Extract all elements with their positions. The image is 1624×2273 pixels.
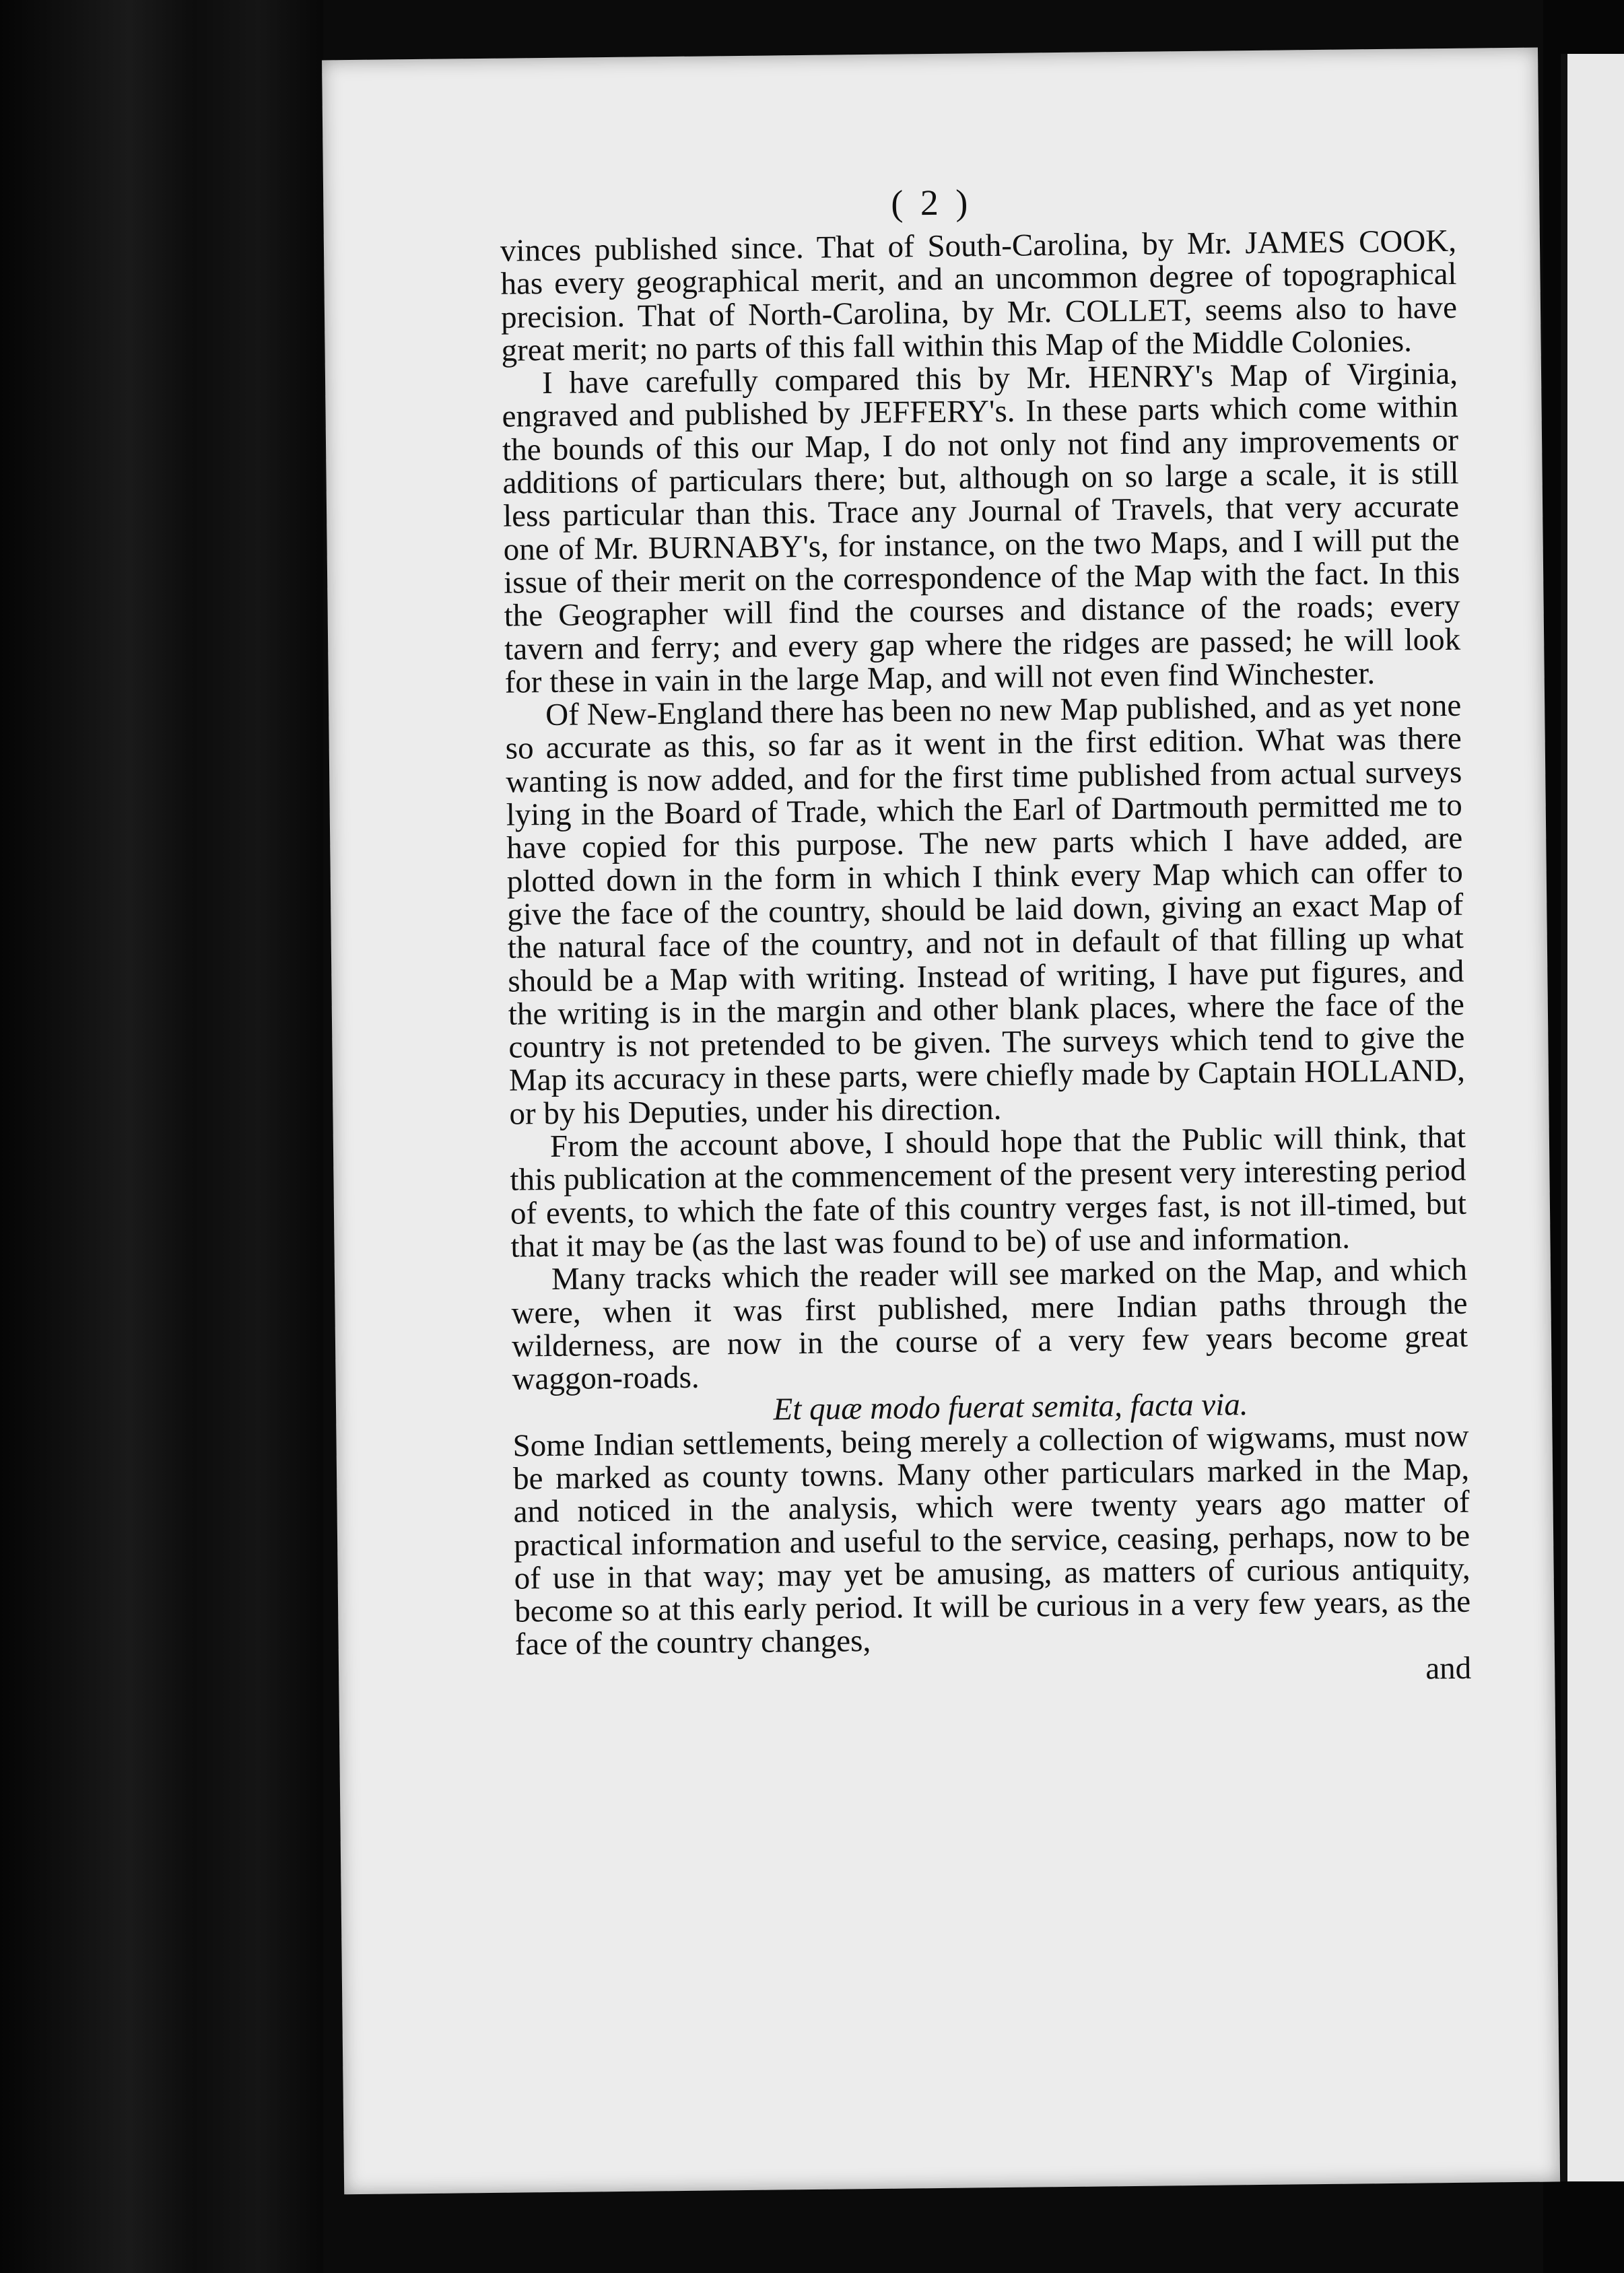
paragraph-2: I have carefully compared this by Mr. HENRY's Map of Virginia, engraved and published by JEFFERY's. In these parts which come within the bounds of this our Map, I do not only not find any improvements or additions of particulars there; but, although on so large a scale, it is still less particular than this. Trace any Journal of Travels, that very accurate one of Mr. BURNABY's, for instance, on the two Maps, and I will put the issue of their merit on the correspondence of the Map with the fact. In this the Geographer will find the courses and distance of the roads; every tavern and ferry; and every gap where the ridges are passed; he will look for these in vain in the large Map, and will not even find Winchester. — [502, 356, 1461, 700]
latin-motto: Et quæ modo fuerat semita, facta via. — [773, 1387, 1248, 1427]
paragraph-5: Many tracks which the reader will see marked on the Map, and which were, when it was first published, mere Indian paths through the wilderness, are now in the course of a very few years become great waggon-roads. — [511, 1252, 1468, 1397]
paragraph-3: Of New-England there has been no new Map published, and as yet none so accurate as this, so far as it went in the first edition. What was there wanting is now added, and for the first time published from actual surveys lying in the Board of Trade, which the Earl of Dartmouth permitted me to have copied for this purpose. The new parts which I have added, are plotted down in the form in which I think every Map which can offer to give the face of the country, should be laid down, giving an exact Map of the natural face of the country, and not in default of that filling up what should be a Map with writing. Instead of writing, I have put figures, and the writing is in the margin and other blank places, where the face of the country is not pretended to be given. The surveys which tend to give the Map its accuracy in these parts, were chiefly made by Captain HOLLAND, or by his Deputies, under his direction. — [505, 687, 1466, 1132]
page-body — [500, 225, 1472, 1695]
book-page — [322, 48, 1560, 2195]
scan-background-left — [0, 0, 323, 2273]
adjacent-page-edge — [1561, 54, 1624, 2181]
catchword: and — [1425, 1650, 1472, 1687]
page-number: ( 2 ) — [891, 182, 972, 224]
paragraph-1: vinces published since. That of South-Carolina, by Mr. JAMES COOK, has every geographical merit, and an uncommon degree of topographical precision. That of North-Carolina, by Mr. COLLET, seems also to have great merit; no parts of this fall within this Map of the Middle Colonies. — [500, 223, 1458, 368]
paragraph-6: Some Indian settlements, being merely a collection of wigwams, must now be marked as county towns. Many other particulars marked in the Map, and noticed in the analysis, which were twenty years ago matter of practical information and useful to the service, ceasing, perhaps, now to be of use in that way; may yet be amusing, as matters of curious antiquity, become so at this early period. It will be curious in a very few years, as the face of the country changes, — [512, 1418, 1471, 1663]
paragraph-4: From the account above, I should hope that the Public will think, that this publication at the commencement of the present very interesting period of events, to which the fate of this country verges fast, is not ill-timed, but that it may be (as the last was found to be) of use and information. — [510, 1119, 1467, 1264]
